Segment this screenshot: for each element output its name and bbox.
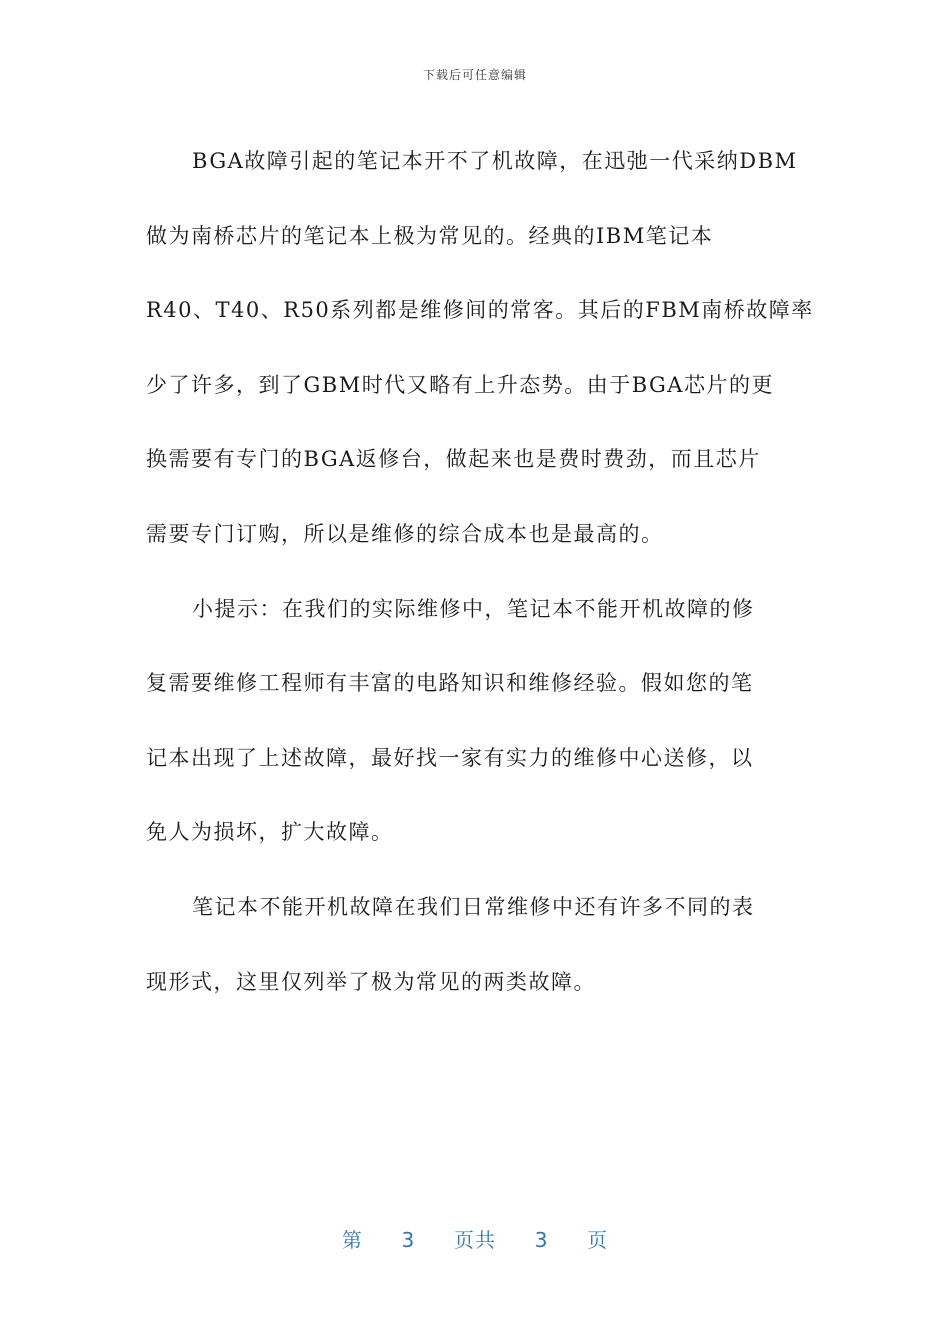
paragraph-line: 换需要有专门的BGA返修台，做起来也是费时费劲，而且芯片 [146, 447, 761, 472]
paragraph-line: 做为南桥芯片的笔记本上极为常见的。经典的IBM笔记本 [146, 223, 714, 248]
current-page-number: 3 [401, 1228, 416, 1252]
header-note: 下载后可任意编辑 [422, 68, 527, 82]
paragraph-line: 需要专门订购，所以是维修的综合成本也是最高的。 [146, 521, 664, 546]
paragraph-line: R40、T40、R50系列都是维修间的常客。其后的FBM南桥故障率 [146, 298, 814, 323]
paragraph-line: 现形式，这里仅列举了极为常见的两类故障。 [146, 969, 596, 994]
paragraph-line: 少了许多，到了GBM时代又略有上升态势。由于BGA芯片的更 [146, 372, 774, 397]
paragraph-line: 记本出现了上述故障，最好找一家有实力的维修中心送修，以 [146, 745, 754, 770]
paragraph-line: 笔记本不能开机故障在我们日常维修中还有许多不同的表 [192, 894, 755, 919]
page-label-suffix: 页 [587, 1228, 609, 1252]
page-number-footer [0, 1224, 950, 1253]
page-label-mid: 页共 [454, 1228, 496, 1252]
paragraph-line: 小提示：在我们的实际维修中，笔记本不能开机故障的修 [192, 596, 755, 621]
paragraph-line: BGA故障引起的笔记本开不了机故障，在迅弛一代采纳DBM [192, 149, 798, 173]
paragraph-line: 复需要维修工程师有丰富的电路知识和维修经验。假如您的笔 [146, 671, 754, 696]
paragraph-line: 免人为损坏，扩大故障。 [146, 820, 394, 845]
page-label-prefix: 第 [341, 1228, 363, 1252]
total-pages-number: 3 [534, 1228, 549, 1252]
document-body [146, 124, 814, 1019]
